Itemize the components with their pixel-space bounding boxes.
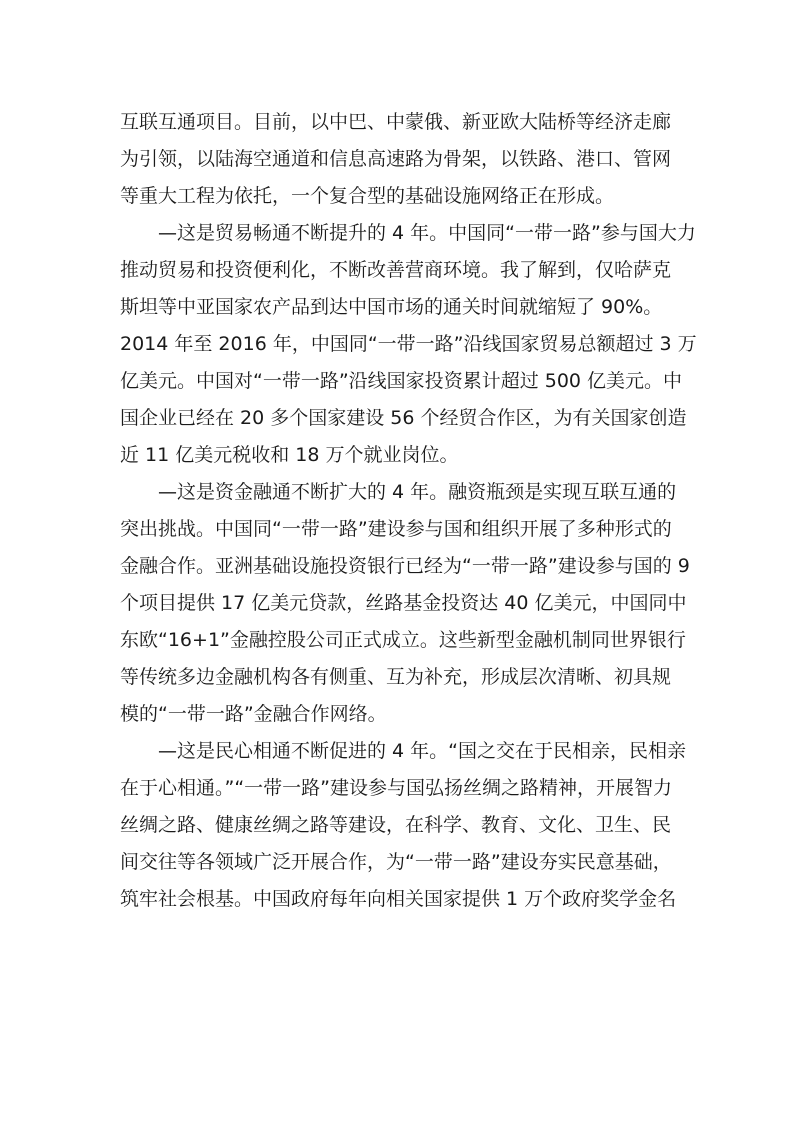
paragraph-connectivity (120, 104, 700, 215)
text-line: 2014 年至 2016 年，中国同“一带一路”沿线国家贸易总额超过 3 万 (120, 333, 697, 355)
paragraph-people (120, 733, 700, 918)
text-line: 突出挑战。中国同“一带一路”建设参与国和组织开展了多种形式的 (120, 518, 672, 540)
text-line: 东欧“16+1”金融控股公司正式成立。这些新型金融机制同世界银行 (120, 629, 686, 651)
text-line: 斯坦等中亚国家农产品到达中国市场的通关时间就缩短了 90%。 (120, 296, 663, 318)
text-line: 亿美元。中国对“一带一路”沿线国家投资累计超过 500 亿美元。中 (120, 370, 683, 392)
text-line: 筑牢社会根基。中国政府每年向相关国家提供 1 万个政府奖学金名 (120, 888, 677, 910)
text-line: 金融合作。亚洲基础设施投资银行已经为“一带一路”建设参与国的 9 (120, 555, 690, 577)
text-line: 为引领，以陆海空通道和信息高速路为骨架，以铁路、港口、管网 (120, 148, 672, 170)
text-line: 模的“一带一路”金融合作网络。 (120, 703, 387, 725)
text-line: 间交往等各领域广泛开展合作，为“一带一路”建设夯实民意基础， (120, 851, 672, 873)
text-line: 等传统多边金融机构各有侧重、互为补充，形成层次清晰、初具规 (120, 666, 672, 688)
text-line: 互联互通项目。目前，以中巴、中蒙俄、新亚欧大陆桥等经济走廊 (120, 111, 672, 133)
text-line: —这是资金融通不断扩大的 4 年。融资瓶颈是实现互联互通的 (158, 481, 677, 503)
text-line: 近 11 亿美元税收和 18 万个就业岗位。 (120, 444, 459, 466)
text-line: —这是贸易畅通不断提升的 4 年。中国同“一带一路”参与国大力 (158, 222, 696, 244)
paragraph-trade (120, 215, 700, 474)
document-body (120, 104, 700, 918)
text-line: 推动贸易和投资便利化，不断改善营商环境。我了解到，仅哈萨克 (120, 259, 672, 281)
text-line: 个项目提供 17 亿美元贷款，丝路基金投资达 40 亿美元，中国同中 (120, 592, 687, 614)
text-line: 在于心相通。”“一带一路”建设参与国弘扬丝绸之路精神，开展智力 (120, 777, 673, 799)
paragraph-finance (120, 474, 700, 733)
text-line: 丝绸之路、健康丝绸之路等建设，在科学、教育、文化、卫生、民 (120, 814, 672, 836)
text-line: 国企业已经在 20 多个国家建设 56 个经贸合作区，为有关国家创造 (120, 407, 687, 429)
text-line: 等重大工程为依托，一个复合型的基础设施网络正在形成。 (120, 185, 615, 207)
text-line: —这是民心相通不断促进的 4 年。“国之交在于民相亲，民相亲 (158, 740, 687, 762)
